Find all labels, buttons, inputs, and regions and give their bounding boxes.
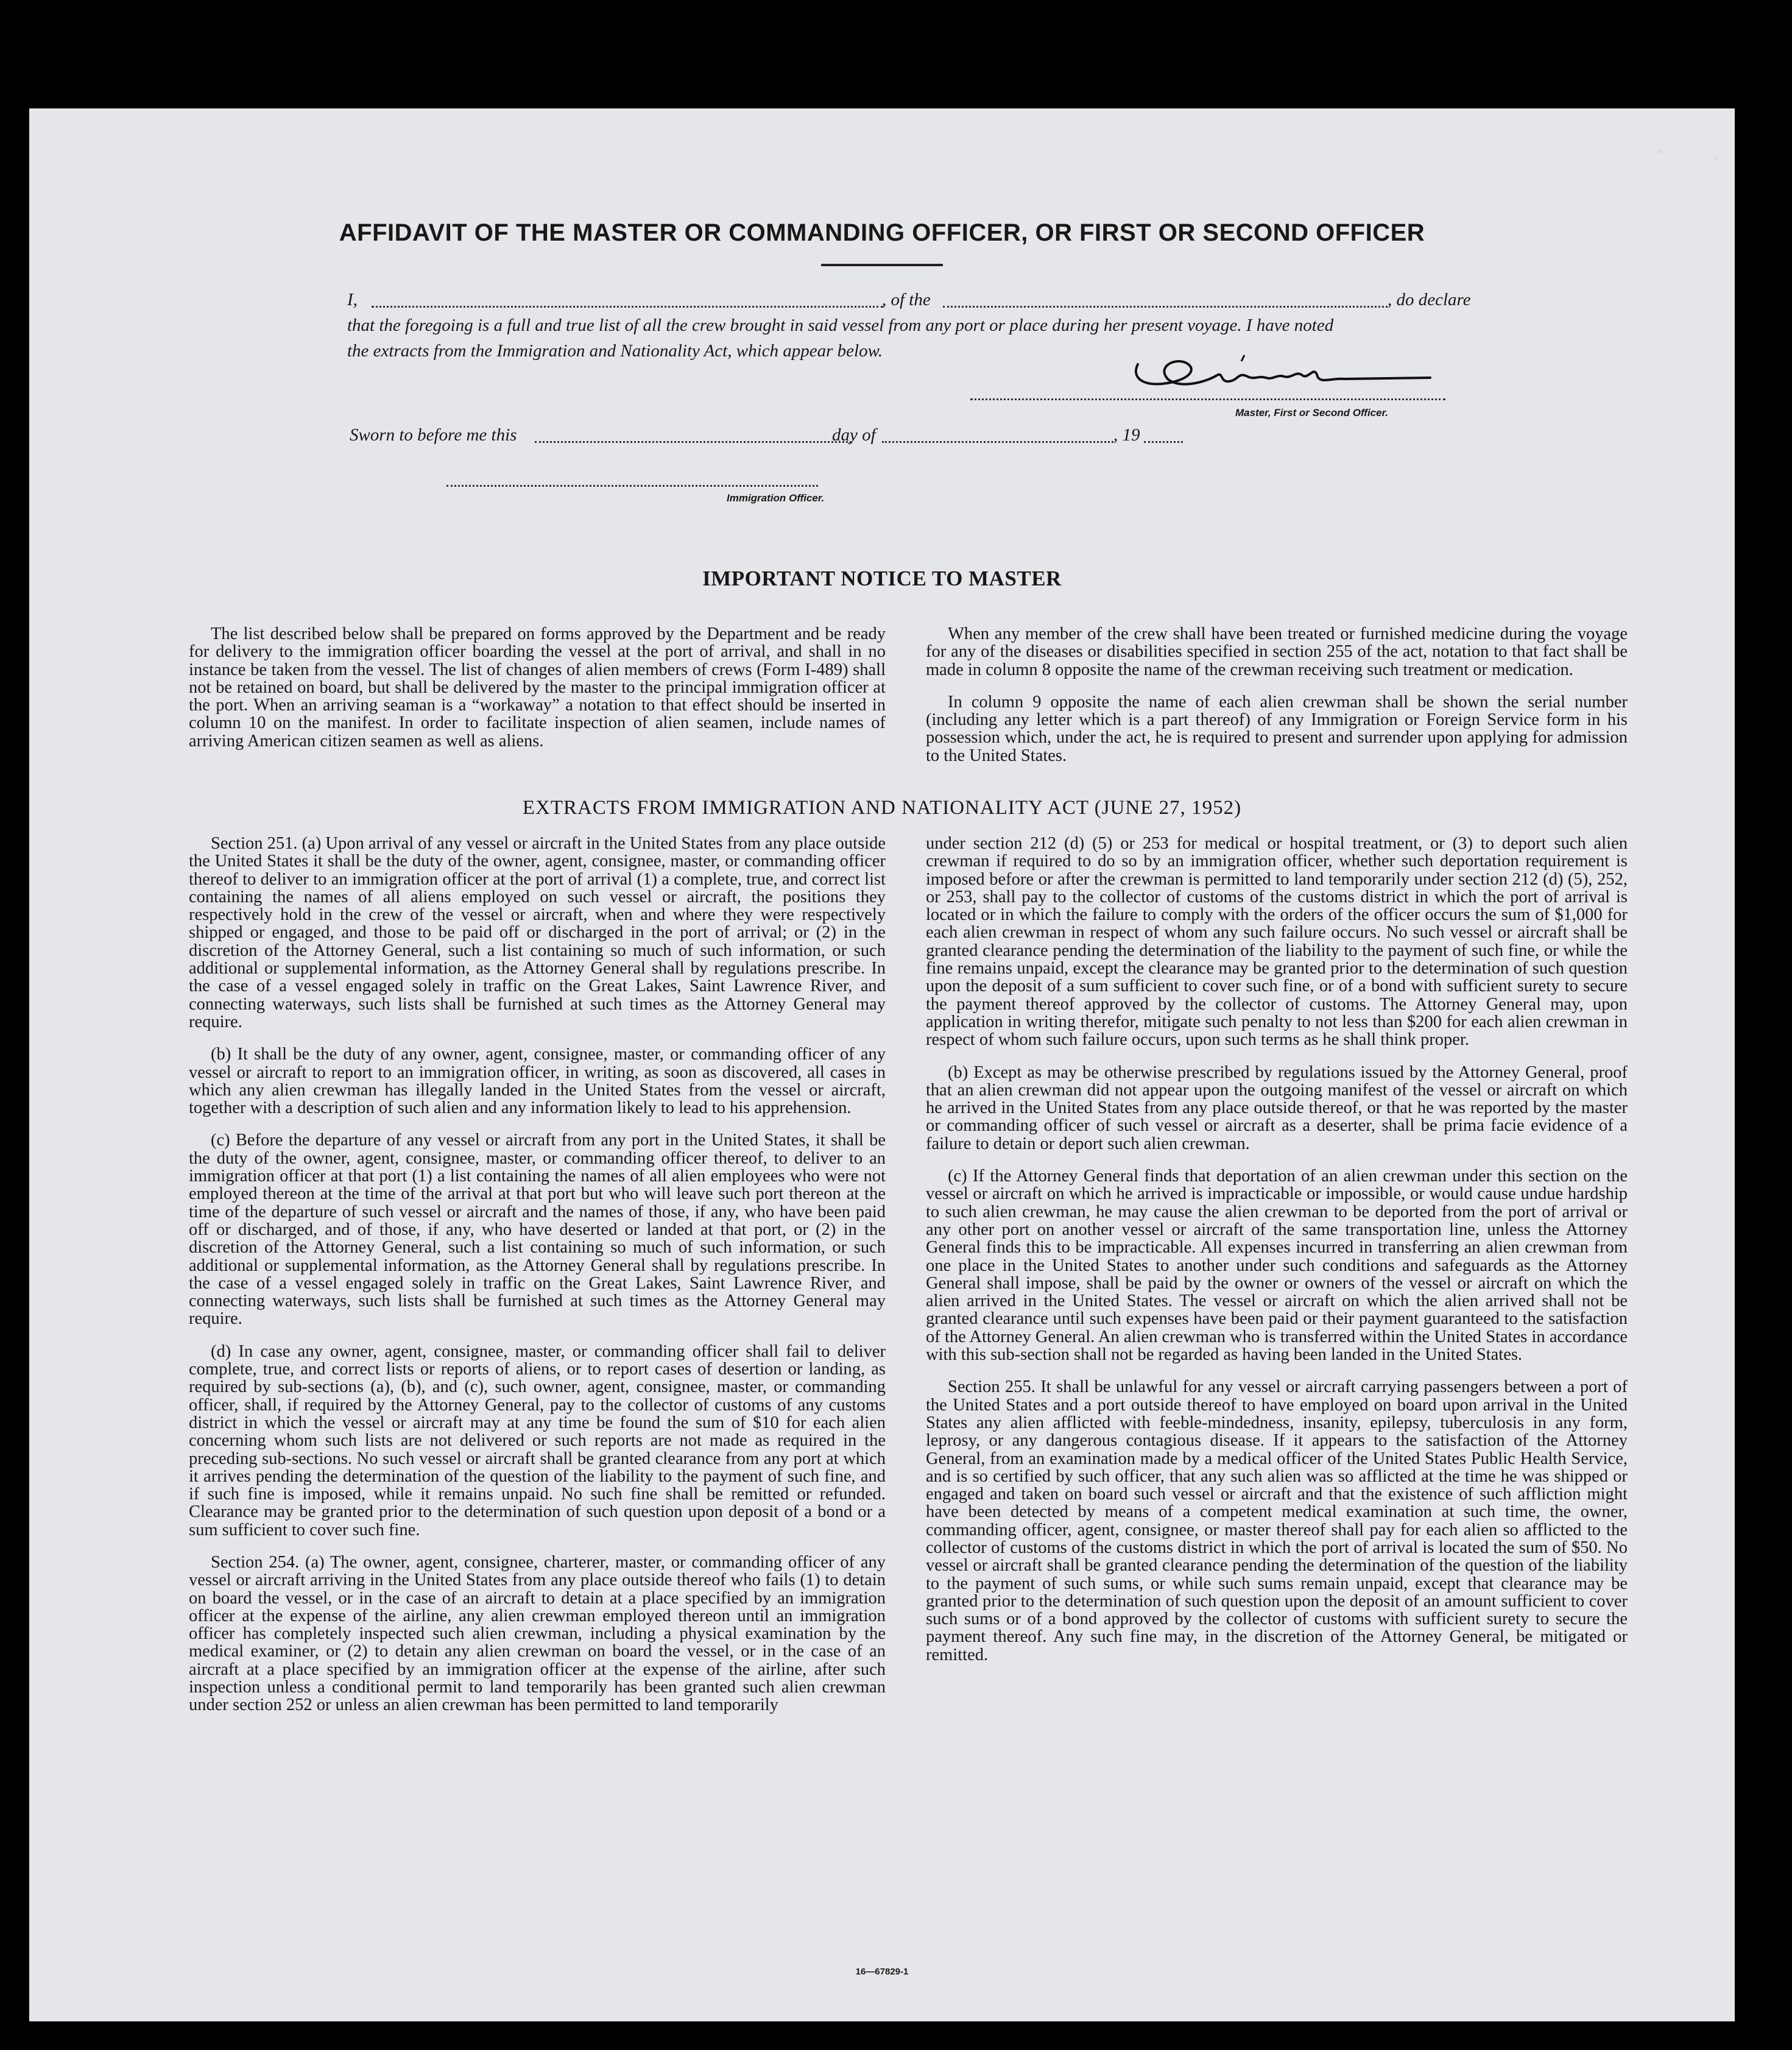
notice-title: IMPORTANT NOTICE TO MASTER	[702, 567, 1062, 590]
vessel-blank[interactable]	[943, 302, 1388, 308]
officer-caption: Immigration Officer.	[727, 492, 825, 504]
notice-right-paragraph-2: In column 9 opposite the name of each alien crewman shall be shown the serial number (including any letter which is a part thereof) of any Immigration or Foreign Service form in his possession which, under the act, he is required to present and surrender upon applying for admission to the United States.	[926, 692, 1628, 765]
name-blank[interactable]	[372, 302, 883, 308]
scan-speck	[1657, 150, 1662, 154]
declaration-line-3: the extracts from the Immigration and Nationality Act, which appear below.	[347, 341, 883, 361]
declaration-line-2: that the foregoing is a full and true list of all the crew brought in said vessel from any port or place during her present voyage. I have noted	[347, 316, 1334, 335]
sworn-year-blank[interactable]	[1144, 437, 1183, 443]
notice-left-column	[189, 625, 886, 765]
form-title: AFFIDAVIT OF THE MASTER OR COMMANDING OFFICER, OR FIRST OR SECOND OFFICER	[339, 219, 1425, 246]
scan-speck	[1639, 193, 1642, 195]
extracts-left-column	[189, 835, 886, 1729]
signature-line[interactable]	[970, 395, 1445, 400]
section-251-b: (b) It shall be the duty of any owner, agent, consignee, master, or commanding officer of any vessel or aircraft to report to an immigration officer, in writing, as soon as discovered, all cases in which any alien crewman has illegally landed in the United States from the vessel or aircraft, together with a description of such alien and any information likely to lead to his apprehension.	[189, 1045, 886, 1118]
extracts-right-column	[926, 835, 1628, 1678]
signature	[1113, 346, 1455, 401]
document-page	[29, 108, 1735, 2021]
section-254-b: (b) Except as may be otherwise prescribed by regulations issued by the Attorney General, proof that an alien crewman did not appear upon the outgoing manifest of the vessel or aircraft on which he arrived in the United States from any place outside thereof, or that he was reported by the master or commanding officer of such vessel or aircraft as a deserter, shall be prima facie evidence of a failure to detain or deport such alien crewman.	[926, 1062, 1628, 1153]
notice-left-paragraph: The list described below shall be prepared on forms approved by the Department and be ready for delivery to the immigration officer boarding the vessel at the port of arrival, and shall in no instance be taken from the vessel. The list of changes of alien members of crews (Form I-489) shall not be retained on board, but shall be delivered by the master to the principal immigration officer at the port. When an arriving seaman is a “workaway” a notation to that effect should be inserted in column 10 on the manifest. In order to facilitate inspection of alien seamen, include names of arriving American citizen seamen as well as aliens.	[189, 624, 886, 751]
form-number: 16—67829-1	[855, 1967, 909, 1977]
section-254-a: Section 254. (a) The owner, agent, consignee, charterer, master, or commanding officer of any vessel or aircraft arriving in the United States from any place outside thereof who fails (1) to detain on board the vessel, or in the case of an aircraft to detain at a place specified by an immigration officer at the expense of the airline, any alien crewman employed thereon until an immigration officer has completely inspected such alien crewman, including a physical examination by the medical examiner, or (2) to detain any alien crewman on board the vessel, or in the case of an aircraft at a place specified by an immigration officer at the expense of the airline, after such inspection unless a conditional permit to land temporarily has been granted such alien crewman under section 252 or unless an alien crewman has been permitted to land temporarily	[189, 1552, 886, 1715]
declaration-of-the: , of the	[882, 290, 931, 309]
sworn-day-blank[interactable]	[535, 437, 852, 443]
notice-right-paragraph-1: When any member of the crew shall have been treated or furnished medicine during the voyage for any of the diseases or disabilities specified in section 255 of the act, notation to that fact shall be made in column 8 opposite the name of the crewman receiving such treatment or medication.	[926, 624, 1628, 679]
declaration-i: I,	[347, 290, 358, 309]
sworn-label: Sworn to before me this	[350, 425, 517, 445]
title-underline	[821, 264, 943, 266]
scan-speck	[1715, 157, 1718, 161]
section-251-d: (d) In case any owner, agent, consignee, master, or commanding officer shall fail to deliver complete, true, and correct lists or reports of aliens, or to report cases of desertion or landing, as required by sub-sections (a), (b), and (c), such owner, agent, consignee, master, or commanding officer, shall, if required by the Attorney General, pay to the collector of customs of any customs district in which the vessel or aircraft may at any time be found the sum of $10 for each alien concerning whom such lists are not delivered or such reports are not made as required in the preceding sub-sections. No such vessel or aircraft shall be granted clearance from any port at which it arrives pending the determination of the question of the liability to the payment of such fine, and if such fine is imposed, while it remains unpaid. No such fine shall be remitted or refunded. Clearance may be granted prior to the determination of such question upon deposit of a bond or a sum sufficient to cover such fine.	[189, 1341, 886, 1539]
section-251-a: Section 251. (a) Upon arrival of any vessel or aircraft in the United States from any place outside the United States it shall be the duty of the owner, agent, consignee, master, or commanding officer thereof to deliver to an immigration officer at the port of arrival (1) a complete, true, and correct list containing the names of all aliens employed on such vessel or aircraft, the positions they respectively hold in the crew of the vessel or aircraft, when and where they were respectively shipped or engaged, and those to be paid off or discharged in the port of arrival; or (2) in the discretion of the Attorney General, such a list containing so much of such information, or such additional or supplemental information, as the Attorney General shall by regulations prescribe. In the case of a vessel engaged solely in traffic on the Great Lakes, Saint Lawrence River, and connecting waterways, such lists shall be furnished at such times as the Attorney General may require.	[189, 834, 886, 1031]
notice-right-column	[926, 625, 1628, 779]
sworn-year-prefix: , 19	[1113, 425, 1140, 445]
sworn-month-blank[interactable]	[882, 437, 1113, 443]
officer-signature-line[interactable]	[446, 481, 818, 487]
sworn-day-of: day of	[832, 425, 876, 445]
section-254-c: (c) If the Attorney General finds that deportation of an alien crewman under this section on the vessel or aircraft on which he arrived is impracticable or impossible, or would cause undue hardship to such alien crewman, he may cause the alien crewman to be deported from the port of arrival or any other port on another vessel or aircraft of the same transportation line, unless the Attorney General finds this to be impracticable. All expenses incurred in transferring an alien crewman from one place in the United States to another under such conditions and safeguards as the Attorney General shall impose, shall be paid by the owner or owners of the vessel or aircraft on which the alien arrived in the United States. The vessel or aircraft on which the alien arrived shall not be granted clearance until such expenses have been paid or their payment guaranteed to the satisfaction of the Attorney General. An alien crewman who is transferred within the United States in accordance with this sub-section shall not be regarded as having been landed in the United States.	[926, 1167, 1628, 1365]
extracts-title: EXTRACTS FROM IMMIGRATION AND NATIONALITY ACT (JUNE 27, 1952)	[522, 797, 1242, 819]
section-254-a-continued: under section 212 (d) (5) or 253 for medical or hospital treatment, or (3) to deport such alien crewman if required to do so by an immigration officer, whether such deportation requirement is imposed before or after the crewman is permitted to land temporarily under section 212 (d) (5), 252, or 253, shall pay to the collector of customs of the customs district in which the port of arrival is located or in which the failure to comply with the orders of the officer occurs the sum of $1,000 for each alien crewman in respect of whom any such failure occurs. No such vessel or aircraft shall be granted clearance pending the determination of the liability to the payment of such fine, or while the fine remains unpaid, except the clearance may be granted prior to the determination of such question upon the deposit of a sum sufficient to cover such fine, or of a bond with sufficient surety to secure the payment thereof approved by the collector of customs. The Attorney General may, upon application in writing therefor, mitigate such penalty to not less than $200 for each alien crewman in respect of whom such failure occurs, upon such terms as he shall think proper.	[926, 834, 1628, 1050]
section-251-c: (c) Before the departure of any vessel or aircraft from any port in the United States, it shall be the duty of the owner, agent, consignee, master, or commanding officer thereof, to deliver to an immigration officer at that port (1) a list containing the names of all alien employees who were not employed thereon at the time of the arrival at that port but who will leave such port thereon at the time of the departure of such vessel or aircraft and the names of those, if any, who have been paid off or discharged, and of those, if any, who have deserted or landed at that port, or (2) in the discretion of the Attorney General, such a list containing so much of such information, or such additional or supplemental information, as the Attorney General shall by regulations prescribe. In the case of a vessel engaged solely in traffic on the Great Lakes, Saint Lawrence River, and connecting waterways, such lists shall be furnished at such times as the Attorney General may require.	[189, 1131, 886, 1329]
section-255: Section 255. It shall be unlawful for any vessel or aircraft carrying passengers between a port of the United States and a port outside thereof to have employed on board upon arrival in the United States any alien afflicted with feeble-mindedness, insanity, epilepsy, tuberculosis in any form, leprosy, or any dangerous contagious disease. If it appears to the satisfaction of the Attorney General, from an examination made by a medical officer of the United States Public Health Service, and is so certified by such officer, that any such alien was so afflicted at the time he was shipped or engaged and taken on board such vessel or aircraft and that the existence of such affliction might have been detected by means of a competent medical examination at such time, the owner, commanding officer, agent, consignee, or master thereof shall pay for each alien so afflicted to the collector of customs of the customs district in which the port of arrival is located the sum of $50. No vessel or aircraft shall be granted clearance pending the determination of the question of the liability to the payment of such sums, or while such sums remain unpaid, except that clearance may be granted prior to the determination of such question upon the deposit of an amount sufficient to cover such sums or of a bond approved by the collector of customs with sufficient surety to secure the payment thereof. Any such fine may, in the discretion of the Attorney General, be mitigated or remitted.	[926, 1377, 1628, 1664]
signature-caption: Master, First or Second Officer.	[1235, 407, 1388, 419]
declaration-do-declare: , do declare	[1388, 290, 1471, 309]
